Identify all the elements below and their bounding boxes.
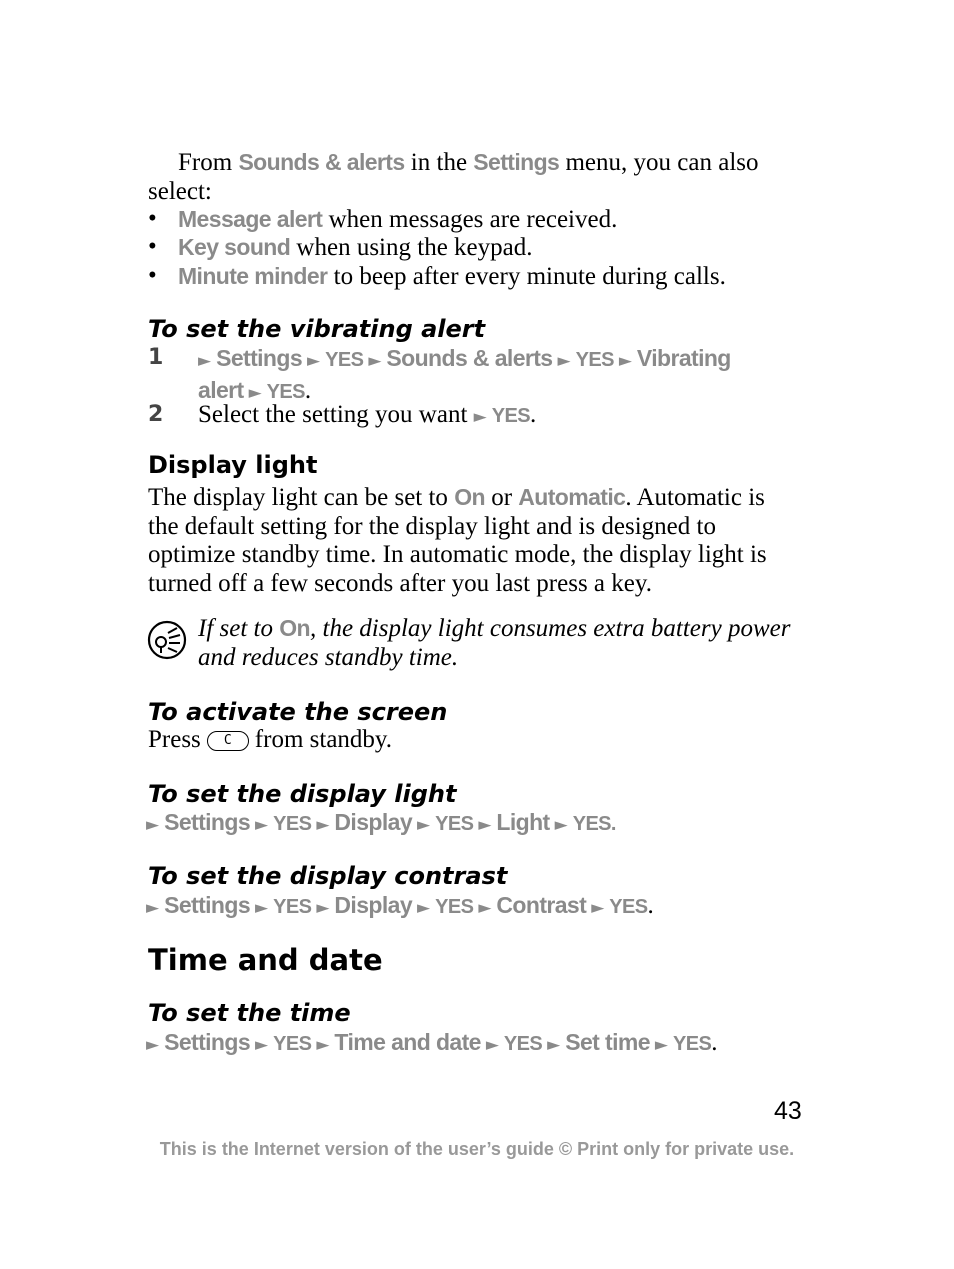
heading-activate-screen: To activate the screen xyxy=(148,698,448,726)
c-key-icon: C xyxy=(207,731,249,751)
arrow-icon: ► xyxy=(618,351,632,371)
lightbulb-tip-icon xyxy=(147,620,187,660)
heading-time-and-date: Time and date xyxy=(148,943,383,977)
arrow-icon: ► xyxy=(146,898,160,918)
arrow-icon: ► xyxy=(557,351,571,371)
activate-instruction: Press C from standby. xyxy=(148,726,393,753)
arrow-icon: ► xyxy=(198,351,212,371)
menu-automatic: Automatic xyxy=(518,484,626,510)
arrow-icon: ► xyxy=(478,815,492,835)
page-number: 43 xyxy=(774,1097,802,1125)
tip-text: If set to On, the display light consumes extra battery power and reduces standby time. xyxy=(198,615,791,671)
arrow-icon: ► xyxy=(547,1035,561,1055)
menu-key-sound: Key sound xyxy=(178,234,291,260)
arrow-icon: ► xyxy=(255,815,269,835)
arrow-icon: ► xyxy=(255,898,269,918)
heading-vibrating-alert: To set the vibrating alert xyxy=(148,315,486,343)
menu-settings: Settings xyxy=(473,149,560,175)
step-2: Select the setting you want ► YES. xyxy=(198,401,537,428)
arrow-icon: ► xyxy=(316,1035,330,1055)
heading-set-display-contrast: To set the display contrast xyxy=(148,862,508,890)
heading-display-light: Display light xyxy=(148,451,318,479)
heading-set-time: To set the time xyxy=(148,999,351,1027)
menu-path-display-contrast: ► Settings ► YES ► Display ► YES ► Contrast ► YES. xyxy=(146,892,654,919)
menu-on: On xyxy=(454,484,485,510)
menu-sounds-alerts: Sounds & alerts xyxy=(238,149,405,175)
step-1: ► Settings ► YES ► Sounds & alerts ► YES ► Vibrating alert ► YES. xyxy=(198,345,731,404)
step-number: 1 xyxy=(148,345,164,370)
arrow-icon: ► xyxy=(248,382,262,403)
arrow-icon: ► xyxy=(591,898,605,918)
arrow-icon: ► xyxy=(473,407,487,427)
bullet-marker: • xyxy=(148,262,157,289)
step-number: 2 xyxy=(148,402,164,427)
menu-message-alert: Message alert xyxy=(178,206,323,232)
bullet-marker: • xyxy=(148,233,157,260)
menu-path-set-time: ► Settings ► YES ► Time and date ► YES ► Set time ► YES. xyxy=(146,1029,718,1056)
menu-path-display-light: ► Settings ► YES ► Display ► YES ► Light ► YES. xyxy=(146,809,616,835)
list-item: Message alert when messages are received. xyxy=(178,206,618,233)
arrow-icon: ► xyxy=(417,815,431,835)
arrow-icon: ► xyxy=(368,351,382,371)
footer-notice: This is the Internet version of the user’s guide © Print only for private use. xyxy=(159,1139,795,1159)
list-item: Minute minder to beep after every minute during calls. xyxy=(178,263,726,290)
arrow-icon: ► xyxy=(478,898,492,918)
display-light-paragraph: The display light can be set to On or Automatic. Automatic is the default setting for the display light and is designed to optimize standby time. In automatic mode, the display light is turned off a few seconds after you last press a key. xyxy=(148,484,767,597)
arrow-icon: ► xyxy=(316,815,330,835)
arrow-icon: ► xyxy=(255,1035,269,1055)
arrow-icon: ► xyxy=(417,898,431,918)
menu-on: On xyxy=(279,615,310,641)
intro-paragraph: From Sounds & alerts in the Settings menu, you can also select: xyxy=(148,149,759,205)
arrow-icon: ► xyxy=(307,351,321,371)
bullet-marker: • xyxy=(148,205,157,232)
arrow-icon: ► xyxy=(654,1035,668,1055)
arrow-icon: ► xyxy=(316,898,330,918)
arrow-icon: ► xyxy=(485,1035,499,1055)
arrow-icon: ► xyxy=(146,815,160,835)
heading-set-display-light: To set the display light xyxy=(148,780,457,808)
menu-minute-minder: Minute minder xyxy=(178,263,328,289)
arrow-icon: ► xyxy=(554,815,568,835)
list-item: Key sound when using the keypad. xyxy=(178,234,533,261)
arrow-icon: ► xyxy=(146,1035,160,1055)
